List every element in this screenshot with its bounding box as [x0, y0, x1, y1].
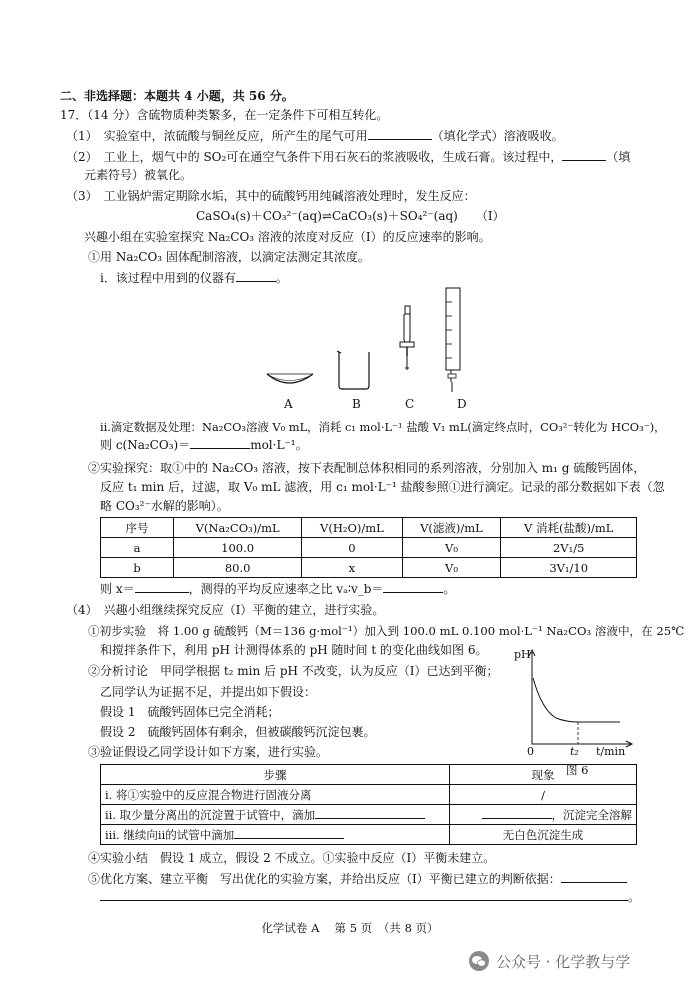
table-header: V(滤液)/mL	[402, 518, 501, 538]
fig6-origin: 0	[527, 745, 534, 758]
table-row	[101, 825, 637, 845]
fig6-y-label: pH	[514, 648, 531, 661]
apparatus-label-c: C	[405, 397, 415, 411]
table-header: 序号	[101, 518, 174, 538]
apparatus-figure	[255, 282, 495, 412]
part3-after-table: 则 x＝ ，测得的平均反应速率之比 vₐ∶v_b＝ 。	[100, 582, 456, 596]
part3-intro: 兴趣小组在实验室探究 Na₂CO₃ 溶液的浓度对反应（Ⅰ）的反应速率的影响。	[84, 230, 491, 244]
part4-step1: ①初步实验 将 1.00 g 硫酸钙（M＝136 g·mol⁻¹）加入到 100.0 mL 0.100 mol·L⁻¹ Na₂CO₃ 溶液中，在 25℃	[88, 624, 685, 638]
part1-text: （1） 实验室中，浓硫酸与铜丝反应，所产生的尾气可用 （填化学式）溶液吸收。	[66, 129, 564, 143]
table-cell: /	[450, 785, 637, 805]
part4-step2-cont: 乙同学认为证据不足，并提出如下假设：	[100, 685, 317, 699]
data-table-2	[100, 764, 637, 845]
part4-step1-cont: 和搅拌条件下，利用 pH 计测得体系的 pH 随时间 t 的变化曲线如图 6。	[100, 643, 488, 657]
part3-text: （3） 工业锅炉需定期除水垢，其中的硫酸钙用纯碱溶液处理时，发生反应：	[66, 189, 476, 203]
answer-blank[interactable]	[562, 149, 606, 161]
answer-blank[interactable]	[368, 128, 432, 140]
table-cell: ⅲ. 继续向ⅱ的试管中滴加	[101, 825, 450, 845]
fig6-x-label: t/min	[596, 745, 626, 758]
apparatus-label-a: A	[284, 397, 293, 411]
answer-blank[interactable]	[234, 827, 344, 839]
answer-blank[interactable]	[315, 807, 425, 819]
table-row	[101, 538, 637, 558]
table-cell: V₀	[402, 538, 501, 558]
data-table-1	[100, 517, 637, 578]
answer-blank[interactable]	[482, 807, 552, 819]
table-cell: b	[101, 558, 174, 578]
table-cell: 3V₁/10	[501, 558, 637, 578]
part3-step2-cont2: 略 CO₃²⁻水解的影响）。	[100, 499, 229, 513]
ph-curve	[533, 678, 620, 722]
table-row	[101, 785, 637, 805]
hypothesis-1: 假设 1 硫酸钙固体已完全消耗；	[100, 705, 280, 719]
part3-ii: ⅱ.滴定数据及处理：Na₂CO₃溶液 V₀ mL，消耗 c₁ mol·L⁻¹ 盐酸 V₁ mL(滴定终点时，CO₃²⁻转化为 HCO₃⁻)，	[100, 420, 666, 434]
table-cell: 80.0	[174, 558, 302, 578]
table-cell: x	[302, 558, 402, 578]
hypothesis-2: 假设 2 硫酸钙固体有剩余，但被碳酸钙沉淀包裹。	[100, 725, 376, 739]
table-header: V(Na₂CO₃)/mL	[174, 518, 302, 538]
watermark: 公众号 · 化学教与学	[496, 953, 631, 971]
part4-step4: ④实验小结 假设 1 成立，假设 2 不成立。①实验中反应（Ⅰ）平衡未建立。	[88, 851, 496, 865]
table-cell: 0	[302, 538, 402, 558]
table-cell: ⅰ. 将①实验中的反应混合物进行固液分离	[101, 785, 450, 805]
table-cell: 100.0	[174, 538, 302, 558]
answer-blank[interactable]	[383, 581, 443, 593]
table-header: V(H₂O)/mL	[302, 518, 402, 538]
part3-i: ⅰ．该过程中用到的仪器有 。	[100, 271, 288, 285]
table-row	[101, 805, 637, 825]
part3-ii-result: 则 c(Na₂CO₃)＝ mol·L⁻¹。	[100, 438, 308, 452]
table-cell: ，沉淀完全溶解	[450, 805, 637, 825]
table-cell: ⅱ. 取少量分离出的沉淀置于试管中，滴加	[101, 805, 450, 825]
question-stem: 17．（14 分）含硫物质种类繁多，在一定条件下可相互转化。	[60, 108, 389, 122]
part3-step1: ①用 Na₂CO₃ 固体配制溶液，以滴定法测定其浓度。	[88, 250, 370, 264]
equation-1: CaSO₄(s)＋CO₃²⁻(aq)⇌CaCO₃(s)＋SO₄²⁻(aq) （Ⅰ）	[196, 209, 505, 223]
table-cell: 无白色沉淀生成	[450, 825, 637, 845]
table-cell: a	[101, 538, 174, 558]
part4-step3: ③验证假设乙同学设计如下方案，进行实验。	[88, 745, 329, 759]
part3-step2: ②实验探究：取①中的 Na₂CO₃ 溶液，按下表配制总体积相同的系列溶液，分别加入 m₁ g 硫酸钙固体，	[88, 461, 646, 475]
fig6-t2-label: t₂	[570, 745, 579, 758]
table-header: 步骤	[101, 765, 450, 785]
apparatus-label-b: B	[352, 397, 361, 411]
fig6-caption: 图 6	[566, 763, 589, 777]
wechat-icon	[468, 950, 490, 972]
axes	[532, 652, 632, 744]
table-header: 现象	[450, 765, 637, 785]
figure-6-ph-curve	[520, 648, 640, 752]
evaporating-dish-icon	[267, 374, 313, 383]
part4-step5-line: 。	[100, 889, 640, 905]
part4-step5: ⑤优化方案、建立平衡 写出优化的实验方案，并给出反应（Ⅰ）平衡已建立的判断依据：	[88, 871, 627, 887]
answer-blank[interactable]	[135, 581, 189, 593]
answer-blank[interactable]	[100, 889, 628, 901]
answer-blank[interactable]	[561, 871, 627, 883]
table-cell: 2V₁/5	[501, 538, 637, 558]
table-cell: V₀	[402, 558, 501, 578]
table-header-row	[101, 765, 637, 785]
dropping-funnel-icon	[400, 306, 414, 370]
beaker-icon	[339, 352, 369, 389]
page-footer: 化学试卷 A 第 5 页 （共 8 页）	[261, 921, 439, 935]
part3-step2-cont: 反应 t₁ min 后，过滤，取 V₀ mL 滤液，用 c₁ mol·L⁻¹ 盐酸参照①进行滴定。记录的部分数据如下表（忽	[100, 480, 665, 494]
burette-icon	[446, 288, 460, 392]
table-header: V 消耗(盐酸)/mL	[501, 518, 637, 538]
part2-text: （2） 工业上，烟气中的 SO₂可在通空气条件下用石灰石的浆液吸收，生成石膏。该过程中， （填	[66, 150, 631, 164]
answer-blank[interactable]	[236, 270, 276, 282]
apparatus-label-d: D	[457, 397, 467, 411]
table-row	[101, 558, 637, 578]
section-header: 二、非选择题：本题共 4 小题，共 56 分。	[60, 89, 294, 103]
answer-blank[interactable]	[190, 437, 250, 449]
part4-step2: ②分析讨论 甲同学根据 t₂ min 后 pH 不改变，认为反应（Ⅰ）已达到平衡；	[88, 664, 499, 678]
table-header-row	[101, 518, 637, 538]
part4-text: （4） 兴趣小组继续探究反应（Ⅰ）平衡的建立，进行实验。	[66, 603, 385, 617]
part2-cont: 元素符号）被氧化。	[84, 168, 193, 182]
